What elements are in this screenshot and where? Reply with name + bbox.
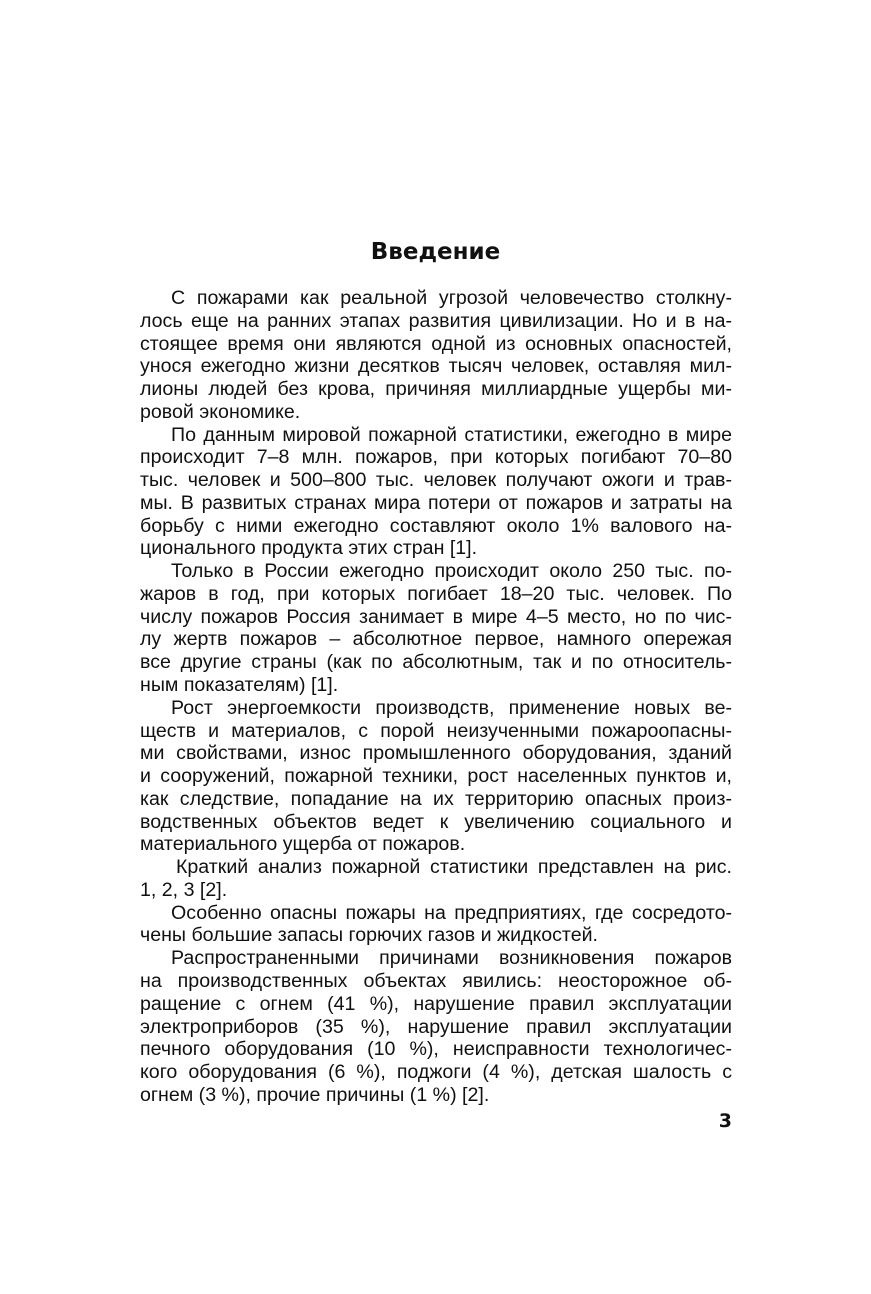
text-line: и сооружений, пожарной техники, рост населенных пунктов и, — [140, 765, 732, 788]
text-line: жаров в год, при которых погибает 18–20 тыс. человек. По — [140, 582, 732, 605]
text-line: Распространенными причинами возникновения пожаров — [171, 947, 732, 970]
text-line: ращение с огнем (41 %), нарушение правил эксплуатации — [140, 992, 732, 1015]
chapter-title: Введение — [370, 239, 501, 265]
paragraph — [140, 947, 732, 1106]
text-line: По данным мировой пожарной статистики, ежегодно в мире — [171, 423, 732, 446]
text-line: С пожарами как реальной угрозой человечество столкну- — [171, 287, 732, 309]
body-text — [140, 287, 732, 1107]
text-line: ционального продукта этих стран [1]. — [140, 537, 478, 560]
text-line: числу пожаров Россия занимает в мире 4–5 место, но по чис- — [140, 605, 732, 628]
paragraph — [140, 287, 732, 424]
paragraph — [140, 902, 732, 948]
text-line: на производственных объектах явились: неосторожное об- — [140, 969, 732, 992]
paragraph — [140, 560, 732, 697]
text-line: унося ежегодно жизни десятков тысяч человек, оставляя мил- — [140, 355, 732, 378]
text-line: тыс. человек и 500–800 тыс. человек получают ожоги и трав- — [140, 469, 732, 492]
text-line: происходит 7–8 млн. пожаров, при которых погибают 70–80 — [140, 446, 732, 469]
text-line: борьбу с ними ежегодно составляют около 1% валового на- — [140, 514, 732, 537]
text-line: Только в России ежегодно происходит около 250 тыс. по- — [171, 560, 732, 583]
text-line: огнем (3 %), прочие причины (1 %) [2]. — [140, 1083, 490, 1106]
text-line: лу жертв пожаров – абсолютное первое, намного опережая — [140, 628, 732, 651]
paragraph — [140, 697, 732, 856]
text-line: мы. В развитых странах мира потери от пожаров и затраты на — [140, 491, 732, 514]
text-line: 1, 2, 3 [2]. — [140, 878, 228, 901]
text-line: Краткий анализ пожарной статистики представлен на рис. — [176, 856, 732, 879]
text-line: ми свойствами, износ промышленного оборудования, зданий — [140, 742, 732, 765]
text-line: электроприборов (35 %), нарушение правил эксплуатации — [140, 1015, 732, 1038]
text-line: стоящее время они являются одной из основных опасностей, — [140, 332, 732, 355]
text-line: водственных объектов ведет к увеличению социального и — [140, 810, 732, 833]
text-line: лионы людей без крова, причиняя миллиардные ущербы ми- — [140, 378, 732, 401]
text-line: ществ и материалов, с порой неизученными пожароопасны- — [140, 719, 732, 742]
text-line: Рост энергоемкости производств, применение новых ве- — [171, 696, 732, 719]
text-line: ным показателям) [1]. — [140, 674, 339, 697]
paragraph — [140, 856, 732, 902]
page-number: 3 — [718, 1110, 732, 1132]
text-line: чены большие запасы горючих газов и жидкостей. — [140, 924, 598, 947]
paragraph — [140, 424, 732, 561]
text-line: ровой экономике. — [140, 400, 301, 423]
text-line: все другие страны (как по абсолютным, так и по относитель- — [140, 651, 732, 674]
text-line: Особенно опасны пожары на предприятиях, где сосредото- — [171, 901, 732, 924]
text-line: печного оборудования (10 %), неисправности технологичес- — [140, 1038, 732, 1061]
text-line: как следствие, попадание на их территорию опасных произ- — [140, 787, 732, 810]
text-line: кого оборудования (6 %), поджоги (4 %), детская шалость с — [140, 1061, 732, 1084]
text-line: материального ущерба от пожаров. — [140, 833, 466, 856]
text-line: лось еще на ранних этапах развития цивилизации. Но и в на- — [140, 309, 732, 332]
